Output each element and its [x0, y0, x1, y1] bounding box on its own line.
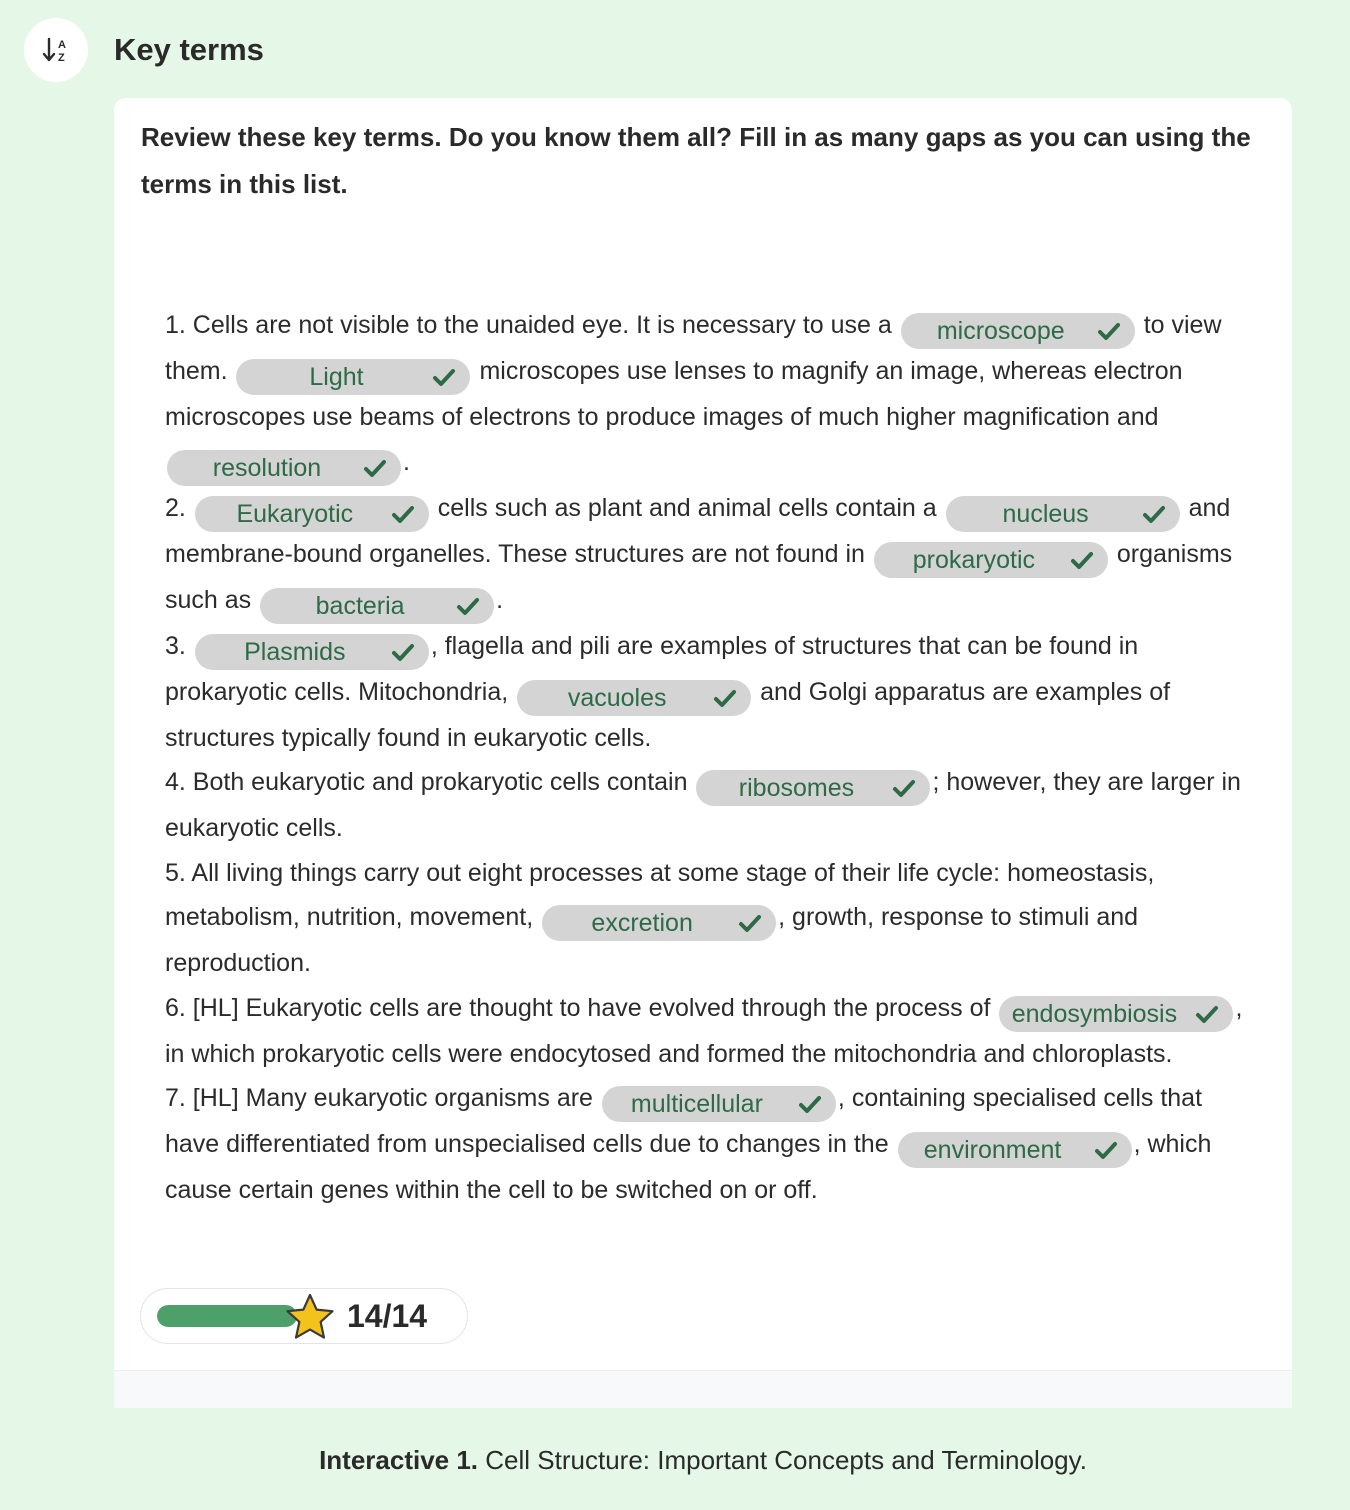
gap-vacuoles[interactable]: [517, 680, 751, 716]
key-terms-card: [114, 98, 1292, 1408]
gap-fill-item-1: [165, 303, 1250, 486]
gap-fill-item-3: [165, 624, 1250, 761]
gap-answer: environment: [923, 1136, 1062, 1164]
gap-fill-item-7: [165, 1076, 1250, 1213]
score-text: 14/14: [347, 1298, 428, 1334]
gap-answer: endosymbiosis: [1011, 999, 1178, 1028]
check-icon: [892, 778, 916, 798]
gap-answer: microscope: [936, 317, 1065, 345]
item-text: .: [403, 447, 410, 476]
check-icon: [1195, 1004, 1219, 1024]
check-icon: [1094, 1140, 1118, 1160]
item-text: 2.: [165, 493, 186, 522]
star-icon: [284, 1292, 336, 1342]
gap-plasmids[interactable]: [195, 634, 429, 670]
item-text: and Golgi apparatus are examples of structures typically found in eukaryotic cells.: [165, 677, 1171, 752]
svg-text:A: A: [58, 39, 66, 51]
figure-caption: [0, 1445, 1350, 1476]
score-progress: [140, 1288, 468, 1344]
caption-text: Cell Structure: Important Concepts and Terminology.: [485, 1445, 1087, 1475]
gap-microscope[interactable]: [901, 313, 1135, 349]
check-icon: [391, 642, 415, 662]
progress-fill: [157, 1305, 297, 1327]
check-icon: [456, 596, 480, 616]
item-text: 7. [HL] Many eukaryotic organisms are: [165, 1084, 593, 1112]
caption-label: Interactive 1.: [319, 1445, 479, 1475]
sort-button[interactable]: [24, 18, 88, 82]
gap-bacteria[interactable]: [260, 588, 494, 624]
gap-answer: ribosomes: [738, 774, 855, 802]
gap-answer: resolution: [212, 453, 322, 482]
item-text: , in which prokaryotic cells were endocytosed and formed the mitochondria and chloroplasts.: [165, 993, 1243, 1068]
sort-a-z-icon: [41, 35, 71, 65]
check-icon: [1142, 504, 1166, 524]
instructions-text: Review these key terms. Do you know them all? Fill in as many gaps as you can using the terms in this list.: [141, 122, 1251, 199]
gap-fill-list: [165, 303, 1250, 1213]
section-header: [24, 18, 264, 82]
gap-excretion[interactable]: [542, 905, 776, 941]
item-text: organisms such as: [165, 539, 1233, 614]
gap-fill-item-6: [165, 986, 1250, 1077]
gap-answer: Eukaryotic: [236, 499, 354, 528]
gap-answer: bacteria: [315, 591, 405, 620]
gap-answer: excretion: [591, 909, 693, 937]
gap-environment[interactable]: [898, 1132, 1132, 1168]
check-icon: [363, 458, 387, 478]
gap-answer: Plasmids: [244, 637, 346, 666]
gap-multicellular[interactable]: [602, 1086, 836, 1122]
gap-answer: nucleus: [1002, 499, 1089, 528]
section-title: Key terms: [114, 32, 264, 67]
item-text: and membrane-bound organelles. These structures are not found in: [165, 493, 1231, 568]
check-icon: [1097, 321, 1121, 341]
item-text: 3.: [165, 631, 186, 660]
item-text: , containing specialised cells that have differentiated from unspecialised cells due to changes in the: [165, 1084, 1203, 1158]
gap-fill-item-2: [165, 486, 1250, 624]
card-footer: [114, 1370, 1292, 1408]
gap-eukaryotic[interactable]: [195, 496, 429, 532]
svg-text:Z: Z: [58, 52, 65, 64]
gap-endosymbiosis[interactable]: [999, 996, 1233, 1032]
check-icon: [391, 504, 415, 524]
item-text: .: [496, 585, 504, 614]
item-text: cells such as plant and animal cells contain a: [437, 493, 937, 522]
item-text: , flagella and pili are examples of structures that can be found in prokaryotic cells. Mitochondria,: [165, 631, 1139, 706]
gap-answer: vacuoles: [567, 683, 667, 712]
check-icon: [713, 688, 737, 708]
item-text: to view them.: [165, 311, 1222, 385]
gap-fill-item-4: [165, 760, 1250, 851]
item-text: ; however, they are larger in eukaryotic cells.: [165, 768, 1241, 842]
gap-prokaryotic[interactable]: [874, 542, 1108, 578]
item-text: 5. All living things carry out eight processes at some stage of their life cycle: homeostasis, metabolism, nutrition, movement,: [165, 858, 1155, 931]
gap-light[interactable]: [236, 359, 470, 395]
gap-resolution[interactable]: [167, 450, 401, 486]
gap-ribosomes[interactable]: [696, 770, 930, 806]
item-text: , growth, response to stimuli and reproduction.: [165, 903, 1139, 977]
check-icon: [1070, 550, 1094, 570]
item-text: 4. Both eukaryotic and prokaryotic cells contain: [165, 768, 688, 796]
progress-bar: [157, 1305, 297, 1327]
gap-answer: prokaryotic: [912, 545, 1036, 574]
check-icon: [432, 367, 456, 387]
item-text: microscopes use lenses to magnify an image, whereas electron microscopes use beams of electrons to produce images of much higher magnification and: [165, 357, 1183, 431]
gap-nucleus[interactable]: [946, 496, 1180, 532]
item-text: , which cause certain genes within the cell to be switched on or off.: [165, 1130, 1212, 1204]
item-text: 1. Cells are not visible to the unaided eye. It is necessary to use a: [165, 311, 892, 339]
check-icon: [798, 1094, 822, 1114]
check-icon: [738, 913, 762, 933]
gap-answer: Light: [309, 363, 364, 391]
gap-fill-item-5: [165, 851, 1250, 986]
item-text: 6. [HL] Eukaryotic cells are thought to have evolved through the process of: [165, 993, 991, 1022]
gap-answer: multicellular: [630, 1090, 763, 1118]
